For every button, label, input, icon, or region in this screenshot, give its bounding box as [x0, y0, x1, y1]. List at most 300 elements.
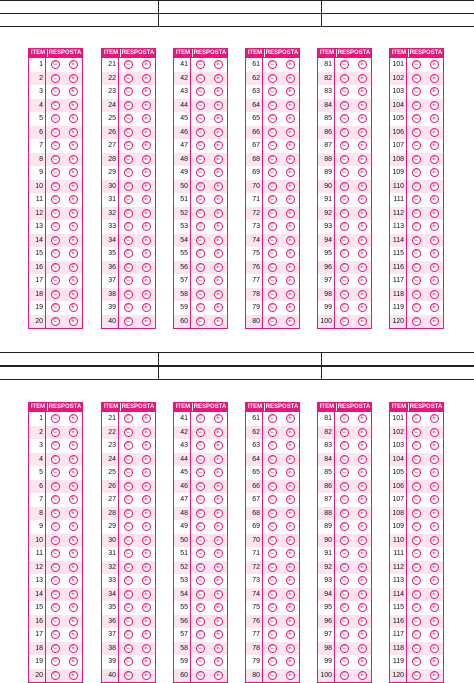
answer-bubble-c[interactable]: C — [340, 249, 349, 258]
answer-bubble-e[interactable]: E — [214, 290, 223, 299]
answer-bubble-c[interactable]: C — [51, 495, 60, 504]
answer-bubble-c[interactable]: C — [124, 114, 133, 123]
answer-bubble-c[interactable]: C — [51, 276, 60, 285]
answer-bubble-c[interactable]: C — [51, 509, 60, 518]
answer-bubble-c[interactable]: C — [124, 263, 133, 272]
answer-bubble-c[interactable]: C — [340, 455, 349, 464]
answer-bubble-e[interactable]: E — [214, 155, 223, 164]
answer-bubble-c[interactable]: C — [124, 536, 133, 545]
answer-bubble-e[interactable]: E — [142, 114, 151, 123]
answer-bubble-e[interactable]: E — [286, 576, 295, 585]
answer-bubble-e[interactable]: E — [430, 182, 439, 191]
answer-bubble-c[interactable]: C — [268, 455, 277, 464]
answer-bubble-e[interactable]: E — [214, 441, 223, 450]
answer-bubble-c[interactable]: C — [412, 236, 421, 245]
answer-bubble-e[interactable]: E — [358, 101, 367, 110]
answer-bubble-e[interactable]: E — [69, 128, 78, 137]
answer-bubble-e[interactable]: E — [358, 509, 367, 518]
answer-bubble-c[interactable]: C — [412, 87, 421, 96]
answer-bubble-c[interactable]: C — [412, 168, 421, 177]
answer-bubble-e[interactable]: E — [430, 441, 439, 450]
answer-bubble-e[interactable]: E — [430, 644, 439, 653]
answer-bubble-e[interactable]: E — [142, 549, 151, 558]
answer-bubble-e[interactable]: E — [69, 317, 78, 326]
answer-bubble-c[interactable]: C — [412, 263, 421, 272]
answer-bubble-c[interactable]: C — [124, 222, 133, 231]
answer-bubble-c[interactable]: C — [340, 195, 349, 204]
answer-bubble-c[interactable]: C — [340, 468, 349, 477]
answer-bubble-e[interactable]: E — [430, 590, 439, 599]
answer-bubble-c[interactable]: C — [412, 74, 421, 83]
answer-bubble-e[interactable]: E — [142, 222, 151, 231]
answer-bubble-e[interactable]: E — [142, 168, 151, 177]
answer-bubble-e[interactable]: E — [430, 536, 439, 545]
answer-bubble-e[interactable]: E — [214, 671, 223, 680]
answer-bubble-c[interactable]: C — [124, 468, 133, 477]
answer-bubble-e[interactable]: E — [358, 468, 367, 477]
answer-bubble-c[interactable]: C — [124, 428, 133, 437]
answer-bubble-e[interactable]: E — [430, 114, 439, 123]
answer-bubble-c[interactable]: C — [340, 495, 349, 504]
answer-bubble-c[interactable]: C — [340, 549, 349, 558]
answer-bubble-e[interactable]: E — [214, 603, 223, 612]
answer-bubble-e[interactable]: E — [286, 455, 295, 464]
answer-bubble-e[interactable]: E — [286, 249, 295, 258]
answer-bubble-e[interactable]: E — [358, 155, 367, 164]
answer-bubble-e[interactable]: E — [430, 303, 439, 312]
answer-bubble-c[interactable]: C — [268, 74, 277, 83]
answer-bubble-e[interactable]: E — [286, 671, 295, 680]
answer-bubble-e[interactable]: E — [286, 236, 295, 245]
answer-bubble-c[interactable]: C — [268, 495, 277, 504]
answer-bubble-e[interactable]: E — [358, 60, 367, 69]
answer-bubble-e[interactable]: E — [214, 87, 223, 96]
answer-bubble-e[interactable]: E — [69, 468, 78, 477]
answer-bubble-e[interactable]: E — [214, 101, 223, 110]
answer-bubble-e[interactable]: E — [286, 87, 295, 96]
answer-bubble-e[interactable]: E — [358, 276, 367, 285]
answer-bubble-c[interactable]: C — [51, 563, 60, 572]
answer-bubble-e[interactable]: E — [214, 617, 223, 626]
answer-bubble-c[interactable]: C — [412, 414, 421, 423]
answer-bubble-c[interactable]: C — [196, 482, 205, 491]
answer-bubble-c[interactable]: C — [268, 290, 277, 299]
answer-bubble-c[interactable]: C — [268, 209, 277, 218]
answer-bubble-e[interactable]: E — [69, 563, 78, 572]
answer-bubble-e[interactable]: E — [358, 222, 367, 231]
answer-bubble-c[interactable]: C — [196, 671, 205, 680]
answer-bubble-c[interactable]: C — [124, 276, 133, 285]
answer-bubble-e[interactable]: E — [142, 209, 151, 218]
answer-bubble-c[interactable]: C — [124, 182, 133, 191]
answer-bubble-c[interactable]: C — [412, 428, 421, 437]
answer-bubble-e[interactable]: E — [69, 603, 78, 612]
answer-bubble-e[interactable]: E — [214, 630, 223, 639]
answer-bubble-e[interactable]: E — [430, 509, 439, 518]
answer-bubble-c[interactable]: C — [196, 617, 205, 626]
answer-bubble-c[interactable]: C — [268, 630, 277, 639]
answer-bubble-c[interactable]: C — [124, 195, 133, 204]
answer-bubble-e[interactable]: E — [358, 603, 367, 612]
answer-bubble-c[interactable]: C — [51, 128, 60, 137]
answer-bubble-c[interactable]: C — [340, 576, 349, 585]
answer-bubble-e[interactable]: E — [358, 290, 367, 299]
answer-bubble-c[interactable]: C — [412, 114, 421, 123]
answer-bubble-c[interactable]: C — [340, 236, 349, 245]
answer-bubble-e[interactable]: E — [358, 182, 367, 191]
answer-bubble-c[interactable]: C — [412, 128, 421, 137]
answer-bubble-c[interactable]: C — [268, 276, 277, 285]
answer-bubble-c[interactable]: C — [340, 522, 349, 531]
answer-bubble-c[interactable]: C — [340, 155, 349, 164]
answer-bubble-c[interactable]: C — [412, 303, 421, 312]
answer-bubble-c[interactable]: C — [124, 644, 133, 653]
answer-bubble-c[interactable]: C — [268, 303, 277, 312]
answer-bubble-e[interactable]: E — [69, 549, 78, 558]
answer-bubble-e[interactable]: E — [430, 155, 439, 164]
answer-bubble-e[interactable]: E — [214, 482, 223, 491]
answer-bubble-c[interactable]: C — [412, 317, 421, 326]
answer-bubble-e[interactable]: E — [214, 276, 223, 285]
answer-bubble-c[interactable]: C — [268, 671, 277, 680]
answer-bubble-e[interactable]: E — [214, 576, 223, 585]
answer-bubble-c[interactable]: C — [196, 60, 205, 69]
answer-bubble-e[interactable]: E — [214, 522, 223, 531]
answer-bubble-c[interactable]: C — [51, 303, 60, 312]
answer-bubble-e[interactable]: E — [142, 155, 151, 164]
answer-bubble-c[interactable]: C — [196, 114, 205, 123]
answer-bubble-e[interactable]: E — [214, 182, 223, 191]
answer-bubble-c[interactable]: C — [340, 303, 349, 312]
answer-bubble-c[interactable]: C — [124, 495, 133, 504]
answer-bubble-c[interactable]: C — [51, 455, 60, 464]
answer-bubble-e[interactable]: E — [69, 155, 78, 164]
answer-bubble-e[interactable]: E — [286, 414, 295, 423]
answer-bubble-c[interactable]: C — [340, 603, 349, 612]
answer-bubble-c[interactable]: C — [196, 549, 205, 558]
answer-bubble-e[interactable]: E — [69, 509, 78, 518]
answer-bubble-c[interactable]: C — [196, 317, 205, 326]
answer-bubble-e[interactable]: E — [214, 536, 223, 545]
answer-bubble-c[interactable]: C — [268, 482, 277, 491]
answer-bubble-e[interactable]: E — [69, 236, 78, 245]
answer-bubble-e[interactable]: E — [69, 576, 78, 585]
answer-bubble-e[interactable]: E — [430, 290, 439, 299]
answer-bubble-c[interactable]: C — [51, 522, 60, 531]
answer-bubble-e[interactable]: E — [430, 455, 439, 464]
answer-bubble-c[interactable]: C — [51, 549, 60, 558]
answer-bubble-c[interactable]: C — [124, 60, 133, 69]
answer-bubble-c[interactable]: C — [124, 549, 133, 558]
answer-bubble-c[interactable]: C — [412, 60, 421, 69]
answer-bubble-c[interactable]: C — [268, 114, 277, 123]
answer-bubble-c[interactable]: C — [196, 276, 205, 285]
answer-bubble-e[interactable]: E — [286, 101, 295, 110]
answer-bubble-e[interactable]: E — [286, 141, 295, 150]
answer-bubble-e[interactable]: E — [142, 414, 151, 423]
answer-bubble-c[interactable]: C — [340, 563, 349, 572]
answer-bubble-e[interactable]: E — [69, 630, 78, 639]
answer-bubble-e[interactable]: E — [286, 168, 295, 177]
answer-bubble-c[interactable]: C — [196, 128, 205, 137]
answer-bubble-e[interactable]: E — [69, 303, 78, 312]
answer-bubble-c[interactable]: C — [268, 128, 277, 137]
answer-bubble-e[interactable]: E — [430, 630, 439, 639]
answer-bubble-e[interactable]: E — [69, 87, 78, 96]
answer-bubble-c[interactable]: C — [51, 290, 60, 299]
answer-bubble-e[interactable]: E — [286, 74, 295, 83]
answer-bubble-c[interactable]: C — [124, 657, 133, 666]
answer-bubble-e[interactable]: E — [430, 128, 439, 137]
answer-bubble-e[interactable]: E — [358, 671, 367, 680]
answer-bubble-c[interactable]: C — [412, 657, 421, 666]
answer-bubble-c[interactable]: C — [196, 249, 205, 258]
answer-bubble-c[interactable]: C — [412, 590, 421, 599]
answer-bubble-c[interactable]: C — [196, 155, 205, 164]
answer-bubble-e[interactable]: E — [214, 549, 223, 558]
answer-bubble-e[interactable]: E — [286, 114, 295, 123]
answer-bubble-e[interactable]: E — [286, 209, 295, 218]
answer-bubble-e[interactable]: E — [214, 414, 223, 423]
answer-bubble-c[interactable]: C — [340, 87, 349, 96]
answer-bubble-e[interactable]: E — [430, 236, 439, 245]
answer-bubble-e[interactable]: E — [358, 249, 367, 258]
answer-bubble-e[interactable]: E — [214, 495, 223, 504]
answer-bubble-c[interactable]: C — [124, 128, 133, 137]
answer-bubble-c[interactable]: C — [196, 74, 205, 83]
answer-bubble-c[interactable]: C — [124, 236, 133, 245]
answer-bubble-e[interactable]: E — [358, 128, 367, 137]
answer-bubble-e[interactable]: E — [430, 576, 439, 585]
answer-bubble-e[interactable]: E — [286, 657, 295, 666]
answer-bubble-e[interactable]: E — [286, 536, 295, 545]
answer-bubble-e[interactable]: E — [430, 603, 439, 612]
answer-bubble-e[interactable]: E — [286, 644, 295, 653]
answer-bubble-c[interactable]: C — [412, 276, 421, 285]
answer-bubble-c[interactable]: C — [268, 182, 277, 191]
answer-bubble-e[interactable]: E — [358, 590, 367, 599]
answer-bubble-c[interactable]: C — [51, 590, 60, 599]
answer-bubble-c[interactable]: C — [268, 263, 277, 272]
answer-bubble-c[interactable]: C — [51, 263, 60, 272]
answer-bubble-e[interactable]: E — [69, 441, 78, 450]
answer-bubble-e[interactable]: E — [142, 428, 151, 437]
answer-bubble-c[interactable]: C — [340, 101, 349, 110]
answer-bubble-c[interactable]: C — [412, 455, 421, 464]
answer-bubble-e[interactable]: E — [358, 195, 367, 204]
answer-bubble-c[interactable]: C — [412, 576, 421, 585]
answer-bubble-e[interactable]: E — [142, 657, 151, 666]
answer-bubble-c[interactable]: C — [340, 128, 349, 137]
answer-bubble-c[interactable]: C — [412, 536, 421, 545]
answer-bubble-e[interactable]: E — [69, 495, 78, 504]
answer-bubble-e[interactable]: E — [214, 209, 223, 218]
answer-bubble-c[interactable]: C — [268, 101, 277, 110]
answer-bubble-e[interactable]: E — [286, 441, 295, 450]
answer-bubble-c[interactable]: C — [51, 644, 60, 653]
answer-bubble-c[interactable]: C — [412, 482, 421, 491]
answer-bubble-e[interactable]: E — [430, 549, 439, 558]
answer-bubble-e[interactable]: E — [358, 74, 367, 83]
answer-bubble-e[interactable]: E — [142, 482, 151, 491]
answer-bubble-e[interactable]: E — [430, 141, 439, 150]
answer-bubble-e[interactable]: E — [142, 536, 151, 545]
answer-bubble-c[interactable]: C — [268, 617, 277, 626]
answer-bubble-e[interactable]: E — [214, 236, 223, 245]
answer-bubble-c[interactable]: C — [124, 414, 133, 423]
answer-bubble-c[interactable]: C — [51, 101, 60, 110]
answer-bubble-c[interactable]: C — [268, 549, 277, 558]
answer-bubble-c[interactable]: C — [51, 603, 60, 612]
answer-bubble-e[interactable]: E — [430, 428, 439, 437]
answer-bubble-c[interactable]: C — [340, 263, 349, 272]
answer-bubble-c[interactable]: C — [412, 509, 421, 518]
answer-bubble-e[interactable]: E — [142, 276, 151, 285]
answer-bubble-c[interactable]: C — [268, 87, 277, 96]
answer-bubble-e[interactable]: E — [358, 87, 367, 96]
answer-bubble-e[interactable]: E — [69, 482, 78, 491]
answer-bubble-e[interactable]: E — [358, 317, 367, 326]
answer-bubble-e[interactable]: E — [286, 509, 295, 518]
answer-bubble-e[interactable]: E — [69, 182, 78, 191]
answer-bubble-c[interactable]: C — [196, 87, 205, 96]
answer-bubble-e[interactable]: E — [142, 603, 151, 612]
answer-bubble-e[interactable]: E — [69, 657, 78, 666]
answer-bubble-e[interactable]: E — [142, 303, 151, 312]
answer-bubble-e[interactable]: E — [69, 428, 78, 437]
answer-bubble-e[interactable]: E — [69, 276, 78, 285]
answer-bubble-c[interactable]: C — [51, 222, 60, 231]
answer-bubble-c[interactable]: C — [196, 222, 205, 231]
answer-bubble-c[interactable]: C — [412, 441, 421, 450]
answer-bubble-c[interactable]: C — [196, 495, 205, 504]
answer-bubble-e[interactable]: E — [69, 209, 78, 218]
answer-bubble-c[interactable]: C — [196, 468, 205, 477]
answer-bubble-e[interactable]: E — [358, 522, 367, 531]
answer-bubble-e[interactable]: E — [358, 455, 367, 464]
answer-bubble-e[interactable]: E — [214, 128, 223, 137]
answer-bubble-e[interactable]: E — [286, 222, 295, 231]
answer-bubble-e[interactable]: E — [69, 60, 78, 69]
answer-bubble-c[interactable]: C — [196, 290, 205, 299]
answer-bubble-e[interactable]: E — [69, 74, 78, 83]
answer-bubble-c[interactable]: C — [196, 563, 205, 572]
answer-bubble-c[interactable]: C — [340, 114, 349, 123]
answer-bubble-e[interactable]: E — [214, 509, 223, 518]
answer-bubble-e[interactable]: E — [214, 455, 223, 464]
answer-bubble-e[interactable]: E — [286, 590, 295, 599]
answer-bubble-e[interactable]: E — [286, 563, 295, 572]
answer-bubble-e[interactable]: E — [214, 317, 223, 326]
answer-bubble-e[interactable]: E — [214, 141, 223, 150]
answer-bubble-e[interactable]: E — [142, 522, 151, 531]
answer-bubble-c[interactable]: C — [196, 168, 205, 177]
answer-bubble-e[interactable]: E — [142, 455, 151, 464]
answer-bubble-c[interactable]: C — [268, 468, 277, 477]
answer-bubble-c[interactable]: C — [412, 141, 421, 150]
answer-bubble-c[interactable]: C — [196, 441, 205, 450]
answer-bubble-c[interactable]: C — [196, 428, 205, 437]
answer-bubble-e[interactable]: E — [69, 290, 78, 299]
answer-bubble-e[interactable]: E — [430, 263, 439, 272]
answer-bubble-c[interactable]: C — [124, 617, 133, 626]
answer-bubble-c[interactable]: C — [196, 263, 205, 272]
answer-bubble-e[interactable]: E — [358, 630, 367, 639]
answer-bubble-e[interactable]: E — [430, 276, 439, 285]
answer-bubble-c[interactable]: C — [51, 617, 60, 626]
answer-bubble-e[interactable]: E — [286, 60, 295, 69]
answer-bubble-c[interactable]: C — [412, 671, 421, 680]
answer-bubble-e[interactable]: E — [69, 101, 78, 110]
answer-bubble-e[interactable]: E — [286, 182, 295, 191]
answer-bubble-c[interactable]: C — [412, 549, 421, 558]
answer-bubble-e[interactable]: E — [358, 644, 367, 653]
answer-bubble-e[interactable]: E — [214, 644, 223, 653]
answer-bubble-e[interactable]: E — [358, 576, 367, 585]
answer-bubble-c[interactable]: C — [124, 630, 133, 639]
answer-bubble-e[interactable]: E — [142, 495, 151, 504]
answer-bubble-c[interactable]: C — [268, 522, 277, 531]
answer-bubble-e[interactable]: E — [142, 128, 151, 137]
answer-bubble-c[interactable]: C — [268, 644, 277, 653]
answer-bubble-c[interactable]: C — [340, 317, 349, 326]
answer-bubble-e[interactable]: E — [430, 101, 439, 110]
answer-bubble-e[interactable]: E — [358, 536, 367, 545]
answer-bubble-c[interactable]: C — [340, 630, 349, 639]
answer-bubble-c[interactable]: C — [268, 590, 277, 599]
answer-bubble-e[interactable]: E — [142, 182, 151, 191]
answer-bubble-c[interactable]: C — [124, 590, 133, 599]
answer-bubble-c[interactable]: C — [196, 141, 205, 150]
answer-bubble-c[interactable]: C — [196, 101, 205, 110]
answer-bubble-c[interactable]: C — [268, 428, 277, 437]
answer-bubble-e[interactable]: E — [358, 263, 367, 272]
answer-bubble-e[interactable]: E — [142, 317, 151, 326]
answer-bubble-e[interactable]: E — [142, 441, 151, 450]
answer-bubble-c[interactable]: C — [196, 630, 205, 639]
answer-bubble-c[interactable]: C — [196, 590, 205, 599]
answer-bubble-c[interactable]: C — [340, 441, 349, 450]
answer-bubble-c[interactable]: C — [51, 168, 60, 177]
answer-bubble-e[interactable]: E — [69, 263, 78, 272]
answer-bubble-c[interactable]: C — [196, 303, 205, 312]
answer-bubble-c[interactable]: C — [196, 509, 205, 518]
answer-bubble-e[interactable]: E — [142, 630, 151, 639]
answer-bubble-c[interactable]: C — [268, 236, 277, 245]
answer-bubble-e[interactable]: E — [286, 317, 295, 326]
answer-bubble-c[interactable]: C — [124, 522, 133, 531]
answer-bubble-c[interactable]: C — [51, 249, 60, 258]
answer-bubble-c[interactable]: C — [51, 576, 60, 585]
answer-bubble-e[interactable]: E — [358, 114, 367, 123]
answer-bubble-c[interactable]: C — [412, 468, 421, 477]
answer-bubble-e[interactable]: E — [69, 644, 78, 653]
answer-bubble-e[interactable]: E — [358, 563, 367, 572]
answer-bubble-c[interactable]: C — [124, 441, 133, 450]
answer-bubble-c[interactable]: C — [51, 468, 60, 477]
answer-bubble-e[interactable]: E — [430, 522, 439, 531]
answer-bubble-c[interactable]: C — [51, 482, 60, 491]
answer-bubble-e[interactable]: E — [142, 263, 151, 272]
answer-bubble-c[interactable]: C — [51, 74, 60, 83]
answer-bubble-c[interactable]: C — [124, 576, 133, 585]
answer-bubble-c[interactable]: C — [340, 74, 349, 83]
answer-bubble-e[interactable]: E — [430, 563, 439, 572]
answer-bubble-c[interactable]: C — [412, 630, 421, 639]
answer-bubble-e[interactable]: E — [214, 303, 223, 312]
answer-bubble-c[interactable]: C — [124, 155, 133, 164]
answer-bubble-c[interactable]: C — [196, 576, 205, 585]
